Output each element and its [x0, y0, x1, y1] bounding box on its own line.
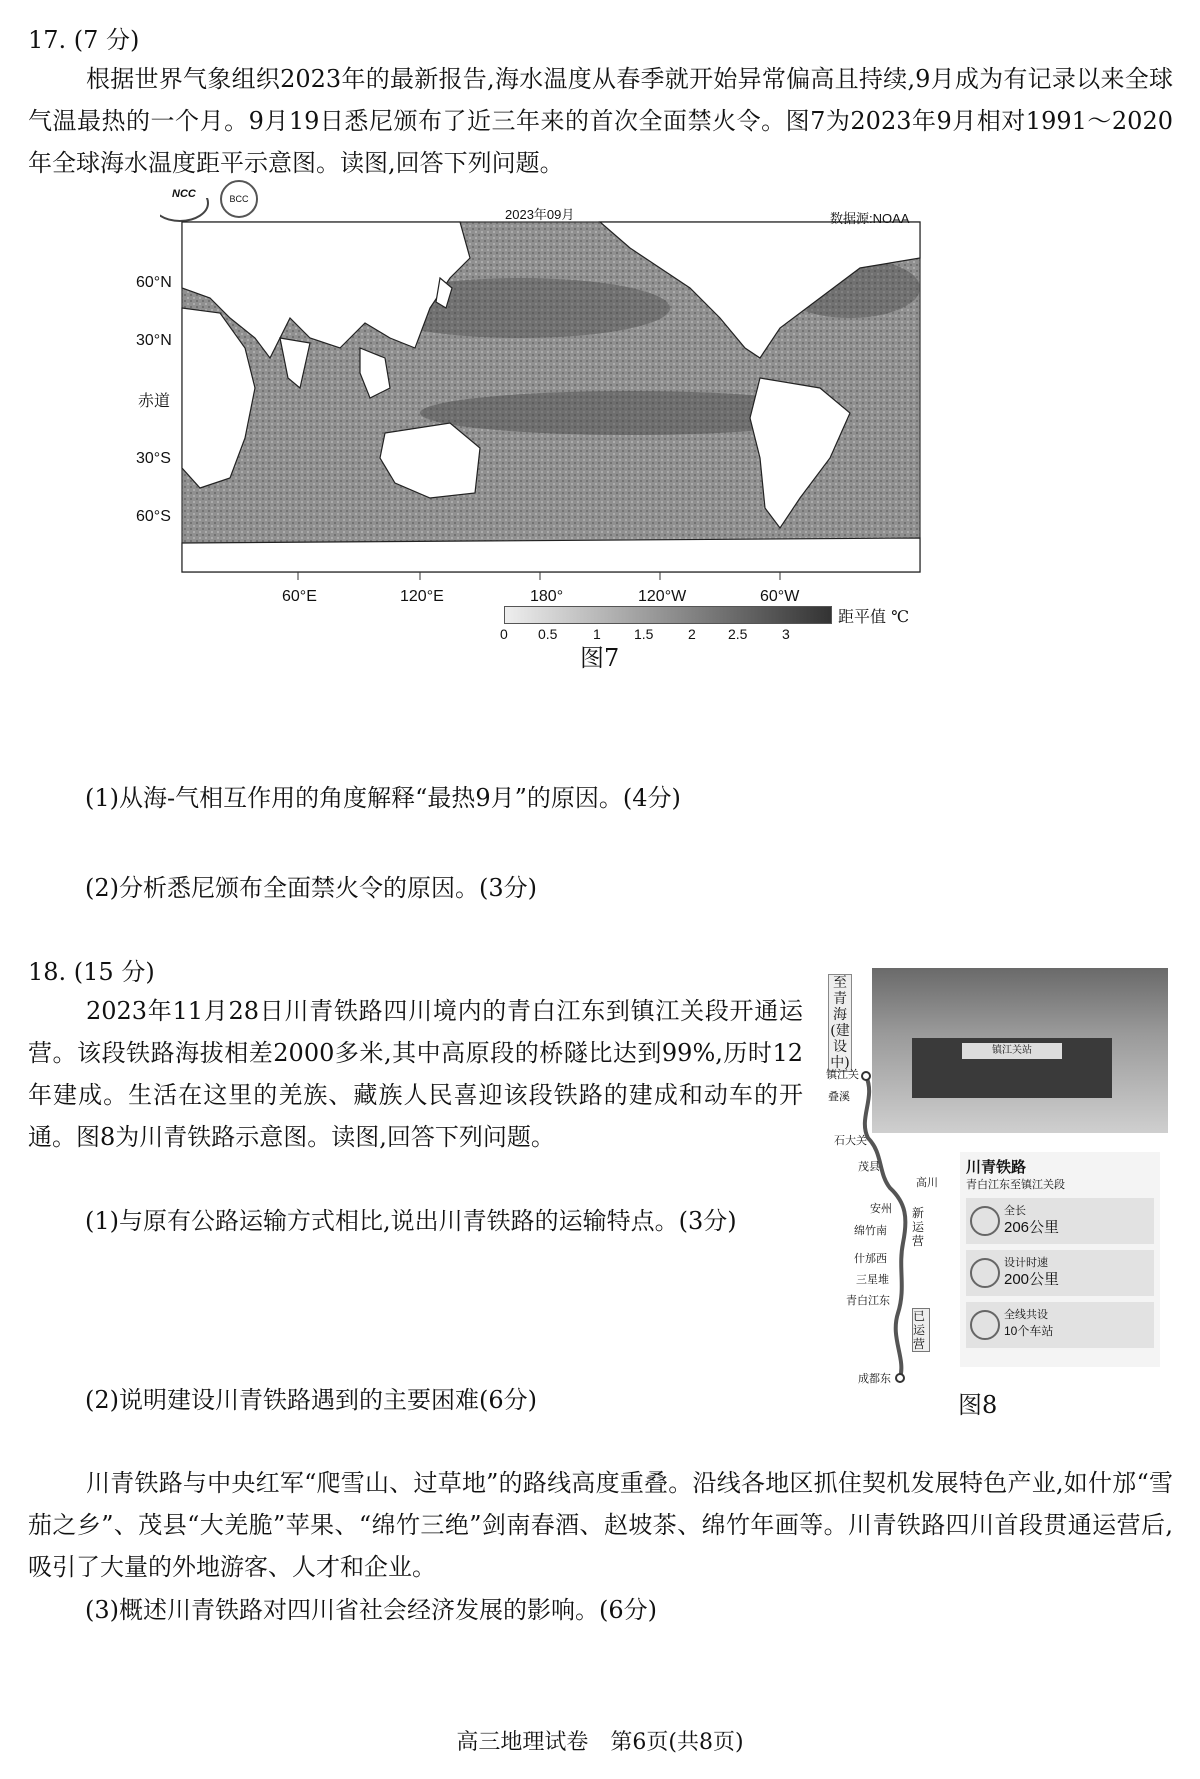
question-18-part-2: (2)说明建设川青铁路遇到的主要困难(6分): [85, 1386, 537, 1414]
info-item-stations: [966, 1302, 1154, 1348]
lat-label-60n: 60°N: [136, 274, 172, 291]
question-17-heading: 17. (7 分): [28, 26, 140, 54]
info-title: 川青铁路: [966, 1159, 1027, 1176]
chuanqing-railway-figure: [828, 968, 1168, 1398]
question-17-part-1: (1)从海-气相互作用的角度解释“最热9月”的原因。(4分): [85, 784, 681, 812]
info-item-stations-label: 全线共设: [1004, 1309, 1048, 1321]
ncc-logo: [160, 198, 208, 221]
info-item-length-label: 全长: [1004, 1205, 1026, 1217]
lat-label-60s: 60°S: [136, 508, 171, 525]
legend-tick-0-5: 0.5: [538, 626, 558, 642]
question-18-intro: 2023年11月28日川青铁路四川境内的青白江东到镇江关段开通运营。该段铁路海拔相差2000多米,其中高原段的桥隧比达到99%,历时12年建成。生活在这里的羌族、藏族人民喜迎该段铁路的建成和动车的开通。图8为川青铁路示意图。读图,回答下列问题。: [28, 997, 803, 1151]
station-sanxingdui: 三星堆: [856, 1274, 889, 1286]
legend-tick-3: 3: [782, 626, 790, 642]
figure-8-caption: 图8: [958, 1391, 998, 1419]
station-anzhou: 安州: [870, 1203, 892, 1215]
info-item-speed-label: 设计时速: [1004, 1257, 1048, 1269]
station-sign: 镇江关站: [962, 1043, 1062, 1059]
legend-tick-0: 0: [500, 626, 508, 642]
sst-anomaly-map-figure: [136, 188, 1060, 738]
ruler-icon: [970, 1206, 1000, 1236]
station-mianzhunan: 绵竹南: [854, 1225, 887, 1237]
bcc-logo: [220, 180, 258, 218]
anomaly-legend-bar: [504, 606, 832, 624]
station-maoxian: 茂县: [858, 1161, 880, 1173]
station-chengdudong: 成都东: [858, 1373, 891, 1385]
speedometer-icon: [970, 1258, 1000, 1288]
lat-label-equator: 赤道: [138, 391, 171, 410]
question-17-part-2: (2)分析悉尼颁布全面禁火令的原因。(3分): [85, 874, 537, 902]
lat-label-30s: 30°S: [136, 450, 171, 467]
ncc-logo-text: NCC: [172, 188, 196, 200]
page-footer: 高三地理试卷 第6页(共8页): [456, 1730, 744, 1755]
map-data-source: 数据源:NOAA: [830, 211, 910, 226]
lon-label-180: 180°: [530, 588, 564, 605]
lon-label-60w: 60°W: [760, 588, 800, 605]
question-18-part-3: (3)概述川青铁路对四川省社会经济发展的影响。(6分): [85, 1596, 657, 1624]
legend-tick-1: 1: [593, 626, 601, 642]
question-18-context: 川青铁路与中央红军“爬雪山、过草地”的路线高度重叠。沿线各地区抓住契机发展特色产业,如什邡“雪茄之乡”、茂县“大羌脆”苹果、“绵竹三绝”剑南春酒、赵坡茶、绵竹年画等。川青铁路四川首段贯通运营后,吸引了大量的外地游客、人才和企业。: [28, 1469, 1173, 1581]
figure-7-caption: 图7: [580, 644, 620, 672]
station-shifangxi: 什邡西: [854, 1253, 887, 1265]
lon-label-120w: 120°W: [638, 588, 687, 605]
station-diexi: 叠溪: [828, 1091, 850, 1103]
lon-label-60e: 60°E: [282, 588, 317, 605]
station-gaochuan: 高川: [916, 1177, 938, 1189]
info-item-speed: [966, 1250, 1154, 1296]
info-item-stations-value: 10个车站: [1004, 1324, 1054, 1338]
lat-label-30n: 30°N: [136, 332, 172, 349]
bcc-logo-text: BCC: [229, 194, 249, 204]
anomaly-legend-unit: 距平值 ℃: [838, 607, 909, 626]
lon-ticks: [298, 572, 780, 580]
station-qingbaijiangdong: 青白江东: [846, 1295, 890, 1307]
direction-label: 至青海(建设中): [828, 974, 852, 1072]
info-item-length-value: 206公里: [1004, 1219, 1060, 1236]
legend-tick-1-5: 1.5: [634, 626, 654, 642]
existing-operation-label: 已运营: [912, 1308, 930, 1352]
legend-tick-2: 2: [688, 626, 696, 642]
question-18-heading: 18. (15 分): [28, 958, 155, 986]
info-subtitle: 青白江东至镇江关段: [966, 1179, 1065, 1191]
new-operation-label: 新运营: [912, 1206, 925, 1248]
railway-info-box: [960, 1152, 1160, 1367]
info-item-speed-value: 200公里: [1004, 1271, 1060, 1288]
map-title: 2023年09月: [505, 207, 575, 222]
legend-tick-2-5: 2.5: [728, 626, 748, 642]
info-item-length: [966, 1198, 1154, 1244]
train-icon: [970, 1310, 1000, 1340]
question-18-part-1: [85, 1200, 803, 1242]
question-18-part-1-text: (1)与原有公路运输方式相比,说出川青铁路的运输特点。(3分): [85, 1207, 737, 1235]
station-zhenjiangguan: 镇江关: [826, 1069, 859, 1081]
lon-label-120e: 120°E: [400, 588, 444, 605]
antarctica-land: [182, 538, 920, 572]
station-shidaguan: 石大关: [834, 1135, 867, 1147]
question-17-intro: 根据世界气象组织2023年的最新报告,海水温度从春季就开始异常偏高且持续,9月成为有记录以来全球气温最热的一个月。9月19日悉尼颁布了近三年来的首次全面禁火令。图7为2023年9月相对1991～2020年全球海水温度距平示意图。读图,回答下列问题。: [28, 65, 1173, 177]
